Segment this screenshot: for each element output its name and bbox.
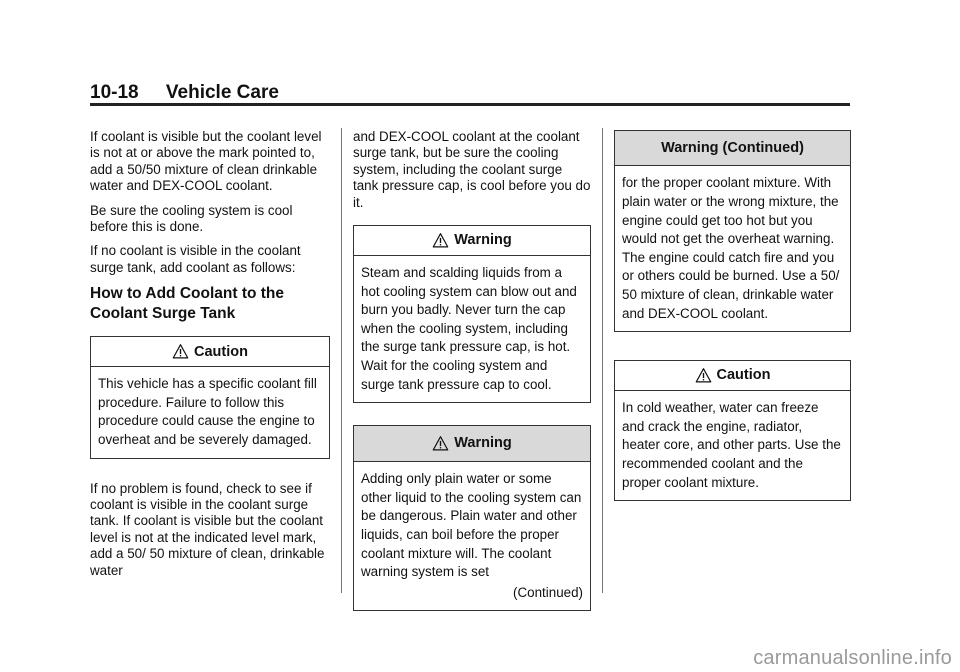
warning-text: Steam and scalding liquids from a hot cooling system can blow out and burn you badly. Never turn the cap when the cooling system, including the surge tank pressure cap, is hot. Wait for the cooling system and surge tank pressure cap to cool. bbox=[361, 265, 577, 392]
page-number: 10-18 bbox=[90, 82, 139, 103]
warning-continued-text: for the proper coolant mixture. With plain water or the wrong mixture, the engine could get too hot but you would not get the overheat warning. The engine could catch fire and you or others could be burned. Use a 50/ 50 mixture of clean, drinkable water and DEX-COOL coolant. bbox=[622, 175, 840, 321]
warning-title: Warning bbox=[454, 435, 512, 452]
paragraph: Be sure the cooling system is cool before this is done. bbox=[90, 202, 293, 235]
caution-box bbox=[614, 360, 851, 501]
caution-title: Caution bbox=[194, 343, 248, 360]
caution-header bbox=[91, 337, 329, 367]
warning-header bbox=[354, 426, 590, 462]
warning-body bbox=[354, 462, 590, 610]
column-2 bbox=[353, 129, 591, 633]
section-title: Vehicle Care bbox=[165, 82, 279, 103]
watermark: carmanualsonline.info bbox=[753, 647, 952, 669]
alert-triangle-icon bbox=[432, 435, 449, 452]
warning-box bbox=[353, 425, 591, 611]
warning-text: Adding only plain water or some other liquid to the cooling system can be dangerous. Plain water and other liquids, can boil before the proper coolant mixture will. The coolant warning system is set bbox=[361, 471, 582, 580]
caution-text: This vehicle has a specific coolant fill procedure. Failure to follow this procedure could cause the engine to overheat and be severely damaged. bbox=[98, 376, 317, 448]
paragraph: If no coolant is visible in the coolant surge tank, add coolant as follows: bbox=[90, 243, 301, 275]
alert-triangle-icon bbox=[432, 232, 449, 249]
warning-title: Warning bbox=[454, 232, 512, 249]
warning-header bbox=[354, 226, 590, 256]
column-divider-2 bbox=[602, 128, 603, 593]
header-rule bbox=[90, 103, 850, 106]
paragraph: and DEX-COOL coolant at the coolant surge tank, but be sure the cooling system, including the coolant surge tank pressure cap, is cool before you do it. bbox=[353, 129, 591, 210]
section-heading: How to Add Coolant to the Coolant Surge Tank bbox=[90, 285, 284, 323]
page-header bbox=[90, 82, 279, 104]
alert-triangle-icon bbox=[172, 343, 189, 360]
warning-continued-box bbox=[614, 130, 851, 332]
warning-continued-header: Warning (Continued) bbox=[615, 131, 850, 166]
caution-header bbox=[615, 361, 850, 391]
paragraph: If coolant is visible but the coolant level is not at or above the mark pointed to, add a 50/50 mixture of clean drinkable water and DEX-COOL coolant. bbox=[90, 129, 322, 194]
paragraph: If no problem is found, check to see if coolant is visible in the coolant surge tank. If coolant is visible but the coolant level is not at the indicated level mark, add a 50/ 50 mixture of clean, drinkable water bbox=[90, 480, 325, 578]
warning-box bbox=[353, 225, 591, 403]
alert-triangle-icon bbox=[695, 367, 712, 384]
caution-text: In cold weather, water can freeze and crack the engine, radiator, heater core, and other parts. Use the recommended coolant and the proper coolant mixture. bbox=[622, 400, 841, 490]
caution-title: Caution bbox=[716, 367, 771, 384]
caution-box bbox=[90, 336, 330, 458]
column-divider-1 bbox=[341, 128, 342, 593]
column-1 bbox=[90, 129, 330, 587]
continued-label: (Continued) bbox=[513, 584, 583, 600]
column-3 bbox=[614, 130, 851, 523]
